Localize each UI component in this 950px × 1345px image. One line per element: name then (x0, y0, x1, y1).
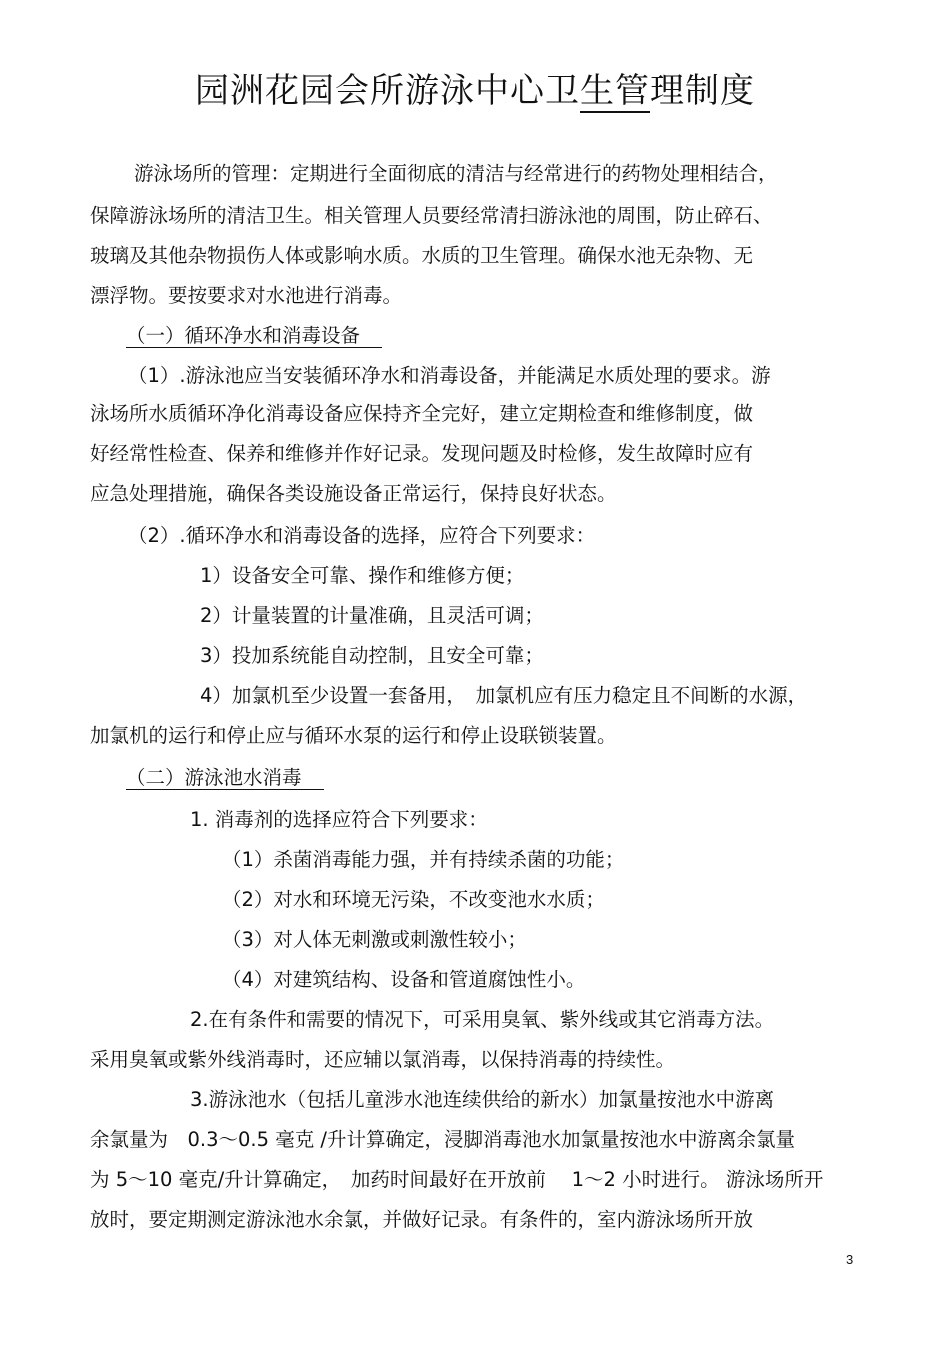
intro-line: 游泳场所的管理：定期进行全面彻底的清洁与经常进行的药物处理相结合， (134, 162, 778, 185)
title-part-c: 理制度 (650, 71, 755, 111)
paragraph-line: 余氯量为 0.3～0.5 毫克 /升计算确定，浸脚消毒池水加氯量按池水中游离余氯量 (90, 1128, 795, 1151)
paragraph-line: 3.游泳池水（包括儿童涉水池连续供给的新水）加氯量按池水中游离 (190, 1088, 775, 1111)
paragraph-line: （1）.游泳池应当安装循环净水和消毒设备，并能满足水质处理的要求。游 (128, 364, 771, 387)
paragraph-line: 采用臭氧或紫外线消毒时，还应辅以氯消毒，以保持消毒的持续性。 (90, 1048, 676, 1071)
paragraph-line: 为 5～10 毫克/升计算确定， 加药时间最好在开放前 1～2 小时进行。 游泳场所开 (90, 1168, 824, 1191)
section-heading: （一）循环净水和消毒设备 (126, 322, 382, 350)
title-part-a: 园洲花园会所游泳中心卫 (195, 71, 580, 111)
paragraph-line: 好经常性检查、保养和维修并作好记录。发现问题及时检修，发生故障时应有 (90, 442, 754, 465)
title-part-underlined: 生管 (580, 71, 650, 111)
requirement-item: 4）加氯机至少设置一套备用， 加氯机应有压力稳定且不间断的水源， (200, 684, 808, 707)
intro-line: 保障游泳场所的清洁卫生。相关管理人员要经常清扫游泳池的周围，防止碎石、 (90, 204, 773, 227)
paragraph-line: 加氯机的运行和停止应与循环水泵的运行和停止设联锁装置。 (90, 724, 617, 747)
requirement-item: 2）计量装置的计量准确，且灵活可调； (200, 604, 544, 627)
section-heading: （二）游泳池水消毒 (126, 764, 324, 792)
document-title (0, 66, 950, 116)
paragraph-line: （2）.循环净水和消毒设备的选择，应符合下列要求： (128, 524, 596, 547)
intro-line: 漂浮物。要按要求对水池进行消毒。 (90, 284, 403, 307)
disinfectant-requirement: （1）杀菌消毒能力强，并有持续杀菌的功能； (222, 848, 625, 871)
paragraph-line: 泳场所水质循环净化消毒设备应保持齐全完好，建立定期检查和维修制度，做 (90, 402, 754, 425)
paragraph-line: 2.在有条件和需要的情况下，可采用臭氧、紫外线或其它消毒方法。 (190, 1008, 775, 1031)
requirement-item: 3）投加系统能自动控制，且安全可靠； (200, 644, 544, 667)
intro-line: 玻璃及其他杂物损伤人体或影响水质。水质的卫生管理。确保水池无杂物、无 (90, 244, 754, 267)
disinfectant-requirement: （4）对建筑结构、设备和管道腐蚀性小。 (222, 968, 586, 991)
disinfectant-requirement: （2）对水和环境无污染，不改变池水水质； (222, 888, 605, 911)
requirement-item: 1）设备安全可靠、操作和维修方便； (200, 564, 525, 587)
page-number: 3 (846, 1252, 854, 1267)
paragraph-line: 放时，要定期测定游泳池水余氯，并做好记录。有条件的，室内游泳场所开放 (90, 1208, 754, 1231)
paragraph-line: 应急处理措施，确保各类设施设备正常运行，保持良好状态。 (90, 482, 617, 505)
paragraph-line: 1. 消毒剂的选择应符合下列要求： (190, 808, 488, 831)
disinfectant-requirement: （3）对人体无刺激或刺激性较小； (222, 928, 527, 951)
